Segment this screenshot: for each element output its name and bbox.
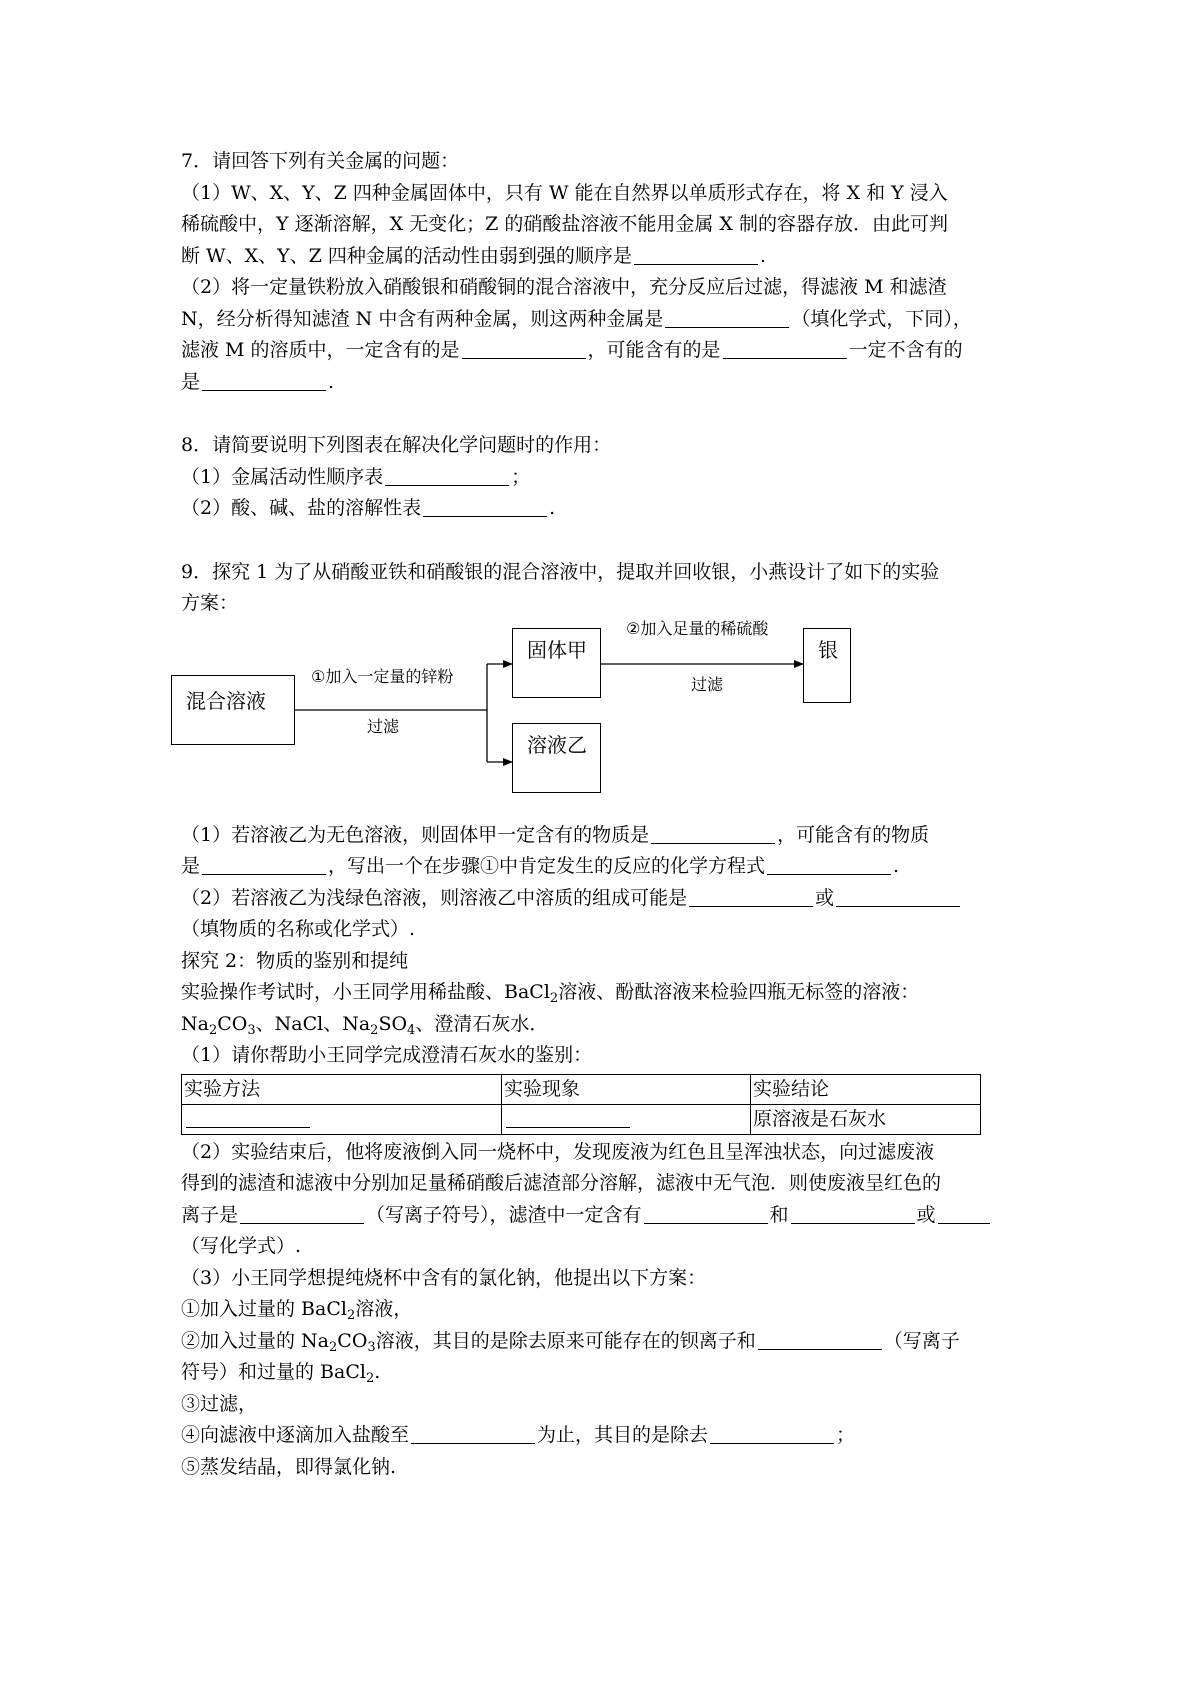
worksheet-content [181, 146, 1023, 1483]
box-solid-a: 固体甲 [512, 628, 601, 698]
formula-part: 、NaCl、Na [255, 1012, 371, 1035]
q7-part1-text: 断 W、X、Y、Z 四种金属的活动性由弱到强的顺序是 [181, 244, 632, 267]
answer-blank[interactable] [665, 326, 789, 328]
q7-part2-text-e: 一定不含有的 [848, 339, 963, 361]
answer-blank[interactable] [202, 873, 326, 875]
formula-part: SO [378, 1012, 408, 1035]
step-2-text-f: . [374, 1361, 381, 1383]
q9-e1-text-a: （1）若溶液乙为无色溶液，则固体甲一定含有的物质是 [181, 823, 650, 846]
answer-blank[interactable] [651, 842, 775, 844]
formula-part: Na [181, 1012, 209, 1035]
answer-blank[interactable] [758, 1348, 882, 1350]
step-2-text-e: 符号）和过量的 BaCl [181, 1361, 366, 1383]
header-conclusion: 实验结论 [751, 1074, 981, 1104]
step-2-text-b: CO [337, 1329, 368, 1352]
q9-e1-text-d: ，写出一个在步骤①中肯定发生的反应的化学方程式 [328, 855, 766, 877]
cell-method [182, 1104, 502, 1134]
step-2-text-a: ②加入过量的 Na [181, 1329, 329, 1352]
q7-part2-text-c: 滤液 M 的溶质中，一定含有的是 [181, 339, 460, 361]
answer-blank[interactable] [462, 357, 586, 359]
answer-blank[interactable] [634, 263, 758, 265]
q9-e1-text-c: 是 [181, 855, 201, 877]
cell-conclusion: 原溶液是石灰水 [751, 1104, 981, 1134]
formula-part: CO [217, 1012, 248, 1035]
step-3: ③过滤， [181, 1392, 258, 1415]
q9-e1-line1 [181, 820, 1023, 852]
q9-t2-q3: （3）小王同学想提纯烧杯中含有的氯化钠，他提出以下方案： [181, 1266, 707, 1289]
box-solution-b: 溶液乙 [512, 723, 601, 793]
flow-connectors [181, 626, 1023, 816]
step-1: ①加入过量的 BaCl$_2$溶液， [181, 1298, 413, 1323]
q9-t2-q2-text-b: （写离子符号），滤渣中一定含有 [366, 1203, 642, 1226]
answer-blank[interactable] [506, 1126, 630, 1128]
q9-title-line2: 方案： [181, 592, 239, 614]
q9-e2-text-a: （2）若溶液乙为浅绿色溶液，则溶液乙中溶质的组成可能是 [181, 886, 688, 909]
answer-blank[interactable] [240, 1222, 364, 1224]
step-5: ⑤蒸发结晶，即得氯化钠. [181, 1455, 397, 1478]
q7-title: 7．请回答下列有关金属的问题： [181, 150, 460, 172]
step-4-text-a: ④向滤液中逐滴加入盐酸至 [181, 1424, 410, 1446]
step-1-text-a: ①加入过量的 BaCl [181, 1298, 347, 1320]
answer-blank[interactable] [938, 1222, 990, 1224]
box-silver: 银 [803, 628, 851, 703]
q9-t2-line1: 实验操作考试时，小王同学用稀盐酸、BaCl$_2$溶液、酚酞溶液来检验四瓶无标签的溶液： [181, 981, 920, 1006]
experiment-table [181, 1074, 981, 1135]
q9-t2-q2-text-a: 离子是 [181, 1203, 239, 1226]
answer-blank[interactable] [423, 515, 547, 517]
q9-t2-q2-line4: （写化学式）. [181, 1235, 302, 1257]
q7-part1-line3 [181, 241, 1023, 273]
q7-part2-line2 [181, 304, 1023, 336]
q8-item1 [181, 462, 1023, 494]
table-row [182, 1104, 981, 1134]
answer-blank[interactable] [767, 873, 891, 875]
cell-phenomenon [502, 1104, 751, 1134]
q9-e2-text-b: 或 [815, 886, 835, 909]
q7-part2-text-g: . [328, 370, 335, 393]
q7-part2-text-b: （填化学式，下同）， [791, 307, 972, 330]
flow-diagram [181, 618, 1023, 816]
q9-t2-q2-text-d: 或 [916, 1203, 936, 1226]
q7-part2-line3 [181, 335, 1023, 367]
q7-part2-line1: （2）将一定量铁粉放入硝酸银和硝酸铜的混合溶液中，充分反应后过滤，得滤液 M 和滤渣 [181, 276, 947, 298]
q9-t2-q2-text-c: 和 [769, 1203, 789, 1226]
answer-blank[interactable] [710, 1442, 834, 1444]
step-4 [181, 1420, 1023, 1452]
answer-blank[interactable] [385, 484, 509, 486]
answer-blank[interactable] [836, 905, 960, 907]
q8-title: 8．请简要说明下列图表在解决化学问题时的作用： [181, 434, 612, 456]
q9-e2-line2: （填物质的名称或化学式）. [181, 918, 416, 940]
q9-e1-text-e: . [893, 855, 900, 877]
q9-t2-q2-line3 [181, 1200, 1023, 1232]
q8-item2-text: （2）酸、碱、盐的溶解性表 [181, 497, 422, 519]
answer-blank[interactable] [411, 1442, 535, 1444]
q7-part2-text-f: 是 [181, 370, 201, 393]
formula-part: 、澄清石灰水． [415, 1012, 549, 1035]
table-header-row [182, 1074, 981, 1104]
step-1-text-b: 溶液， [355, 1298, 413, 1320]
answer-blank[interactable] [723, 357, 847, 359]
q9-t2-text-b: 溶液、酚酞溶液来检验四瓶无标签的溶液： [558, 981, 920, 1003]
step-2-text-d: （写离子 [883, 1329, 960, 1352]
answer-blank[interactable] [186, 1126, 310, 1128]
q7-part1-end: . [759, 244, 766, 267]
answer-blank[interactable] [644, 1222, 768, 1224]
label-step2: ②加入足量的稀硫酸 [626, 618, 769, 638]
label-filter1: 过滤 [367, 716, 400, 736]
q9-title-line1: 9．探究 1 为了从硝酸亚铁和硝酸银的混合溶液中，提取并回收银，小燕设计了如下的实验 [181, 560, 940, 583]
header-method: 实验方法 [182, 1074, 502, 1104]
answer-blank[interactable] [202, 389, 326, 391]
q9-t2-q1: （1）请你帮助小王同学完成澄清石灰水的鉴别： [181, 1044, 593, 1066]
q9-t2-q2-line1: （2）实验结束后，他将废液倒入同一烧杯中，发现废液为红色且呈浑浊状态，向过滤废液 [181, 1140, 935, 1163]
step-2-text-c: 溶液，其目的是除去原来可能存在的钡离子和 [375, 1329, 756, 1352]
step-4-text-b: 为止，其目的是除去 [537, 1424, 709, 1446]
step-4-text-c: ； [836, 1424, 856, 1446]
q9-t2-title: 探究 2：物质的鉴别和提纯 [181, 949, 409, 972]
q8-item1-text: （1）金属活动性顺序表 [181, 465, 384, 488]
q7-part1-line1: （1）W、X、Y、Z 四种金属固体中，只有 W 能在自然界以单质形式存在，将 X 和 Y 浸入 [181, 181, 948, 204]
q7-part2-line4 [181, 367, 1023, 399]
q7-part2-text-a: N，经分析得知滤渣 N 中含有两种金属，则这两种金属是 [181, 307, 664, 330]
q9-t2-line2: $Na_2CO_3$、NaCl、$Na_2SO_4$、澄清石灰水． [181, 1012, 549, 1038]
label-filter2: 过滤 [691, 674, 724, 694]
step-2-line2: 符号）和过量的 BaCl$_2$. [181, 1361, 381, 1386]
step-2: ②加入过量的 $Na_2CO_3$溶液，其目的是除去原来可能存在的钡离子和 （写离子 [181, 1329, 960, 1355]
label-step1: ①加入一定量的锌粉 [311, 666, 454, 686]
header-phenomenon: 实验现象 [502, 1074, 751, 1104]
q9-t2-text-a: 实验操作考试时，小王同学用稀盐酸、BaCl [181, 981, 550, 1003]
q9-e1-line2 [181, 851, 1023, 883]
q9-e2-line1 [181, 883, 1023, 915]
q9-e1-text-b: ，可能含有的物质 [777, 823, 930, 846]
q9-t2-q2-line2: 得到的滤渣和滤液中分别加足量稀硝酸后滤渣部分溶解，滤液中无气泡．则使废液呈红色的 [181, 1172, 942, 1194]
answer-blank[interactable] [791, 1222, 915, 1224]
q8-item2-end: . [549, 497, 556, 519]
q7-part2-text-d: ，可能含有的是 [587, 339, 721, 361]
q7-part1-line2: 稀硫酸中，Y 逐渐溶解，X 无变化；Z 的硝酸盐溶液不能用金属 X 制的容器存放．由此可判 [181, 213, 948, 235]
answer-blank[interactable] [689, 905, 813, 907]
q8-item2 [181, 493, 1023, 525]
box-mixed-solution: 混合溶液 [171, 675, 295, 745]
q8-item1-end: ； [511, 465, 531, 488]
